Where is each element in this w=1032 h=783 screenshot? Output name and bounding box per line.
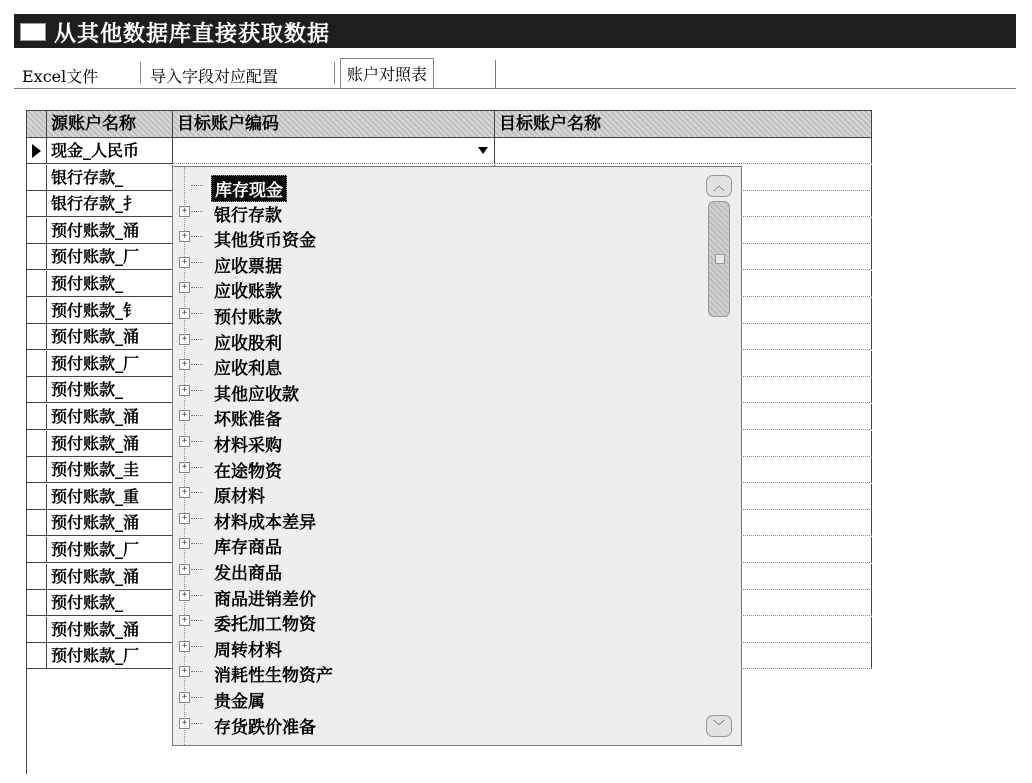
row-selector[interactable] (27, 271, 47, 297)
tree-connector (191, 185, 203, 186)
tree-item-label: 材料采购 (214, 436, 282, 456)
scroll-thumb[interactable] (708, 201, 730, 317)
row-selector[interactable] (27, 404, 47, 430)
source-account-cell[interactable]: 预付账款_厂 (47, 244, 173, 270)
tree-item-label: 应收利息 (214, 359, 282, 380)
tab-baseline (14, 88, 1016, 89)
tree-item[interactable] (173, 711, 693, 737)
tree-item[interactable] (173, 608, 693, 634)
expand-plus-icon[interactable]: + (179, 282, 190, 293)
tree-connector (191, 364, 203, 365)
tree-connector (191, 543, 203, 544)
tree-item[interactable] (173, 250, 693, 276)
tree-item[interactable] (173, 634, 693, 660)
account-code-dropdown[interactable] (172, 166, 742, 746)
tree-item-label: 银行存款 (214, 205, 282, 226)
expand-plus-icon[interactable]: + (179, 641, 190, 652)
current-row-arrow-icon (32, 144, 41, 158)
row-selector[interactable] (27, 218, 47, 244)
scroll-up-icon[interactable]: ︿ (706, 175, 732, 197)
expand-plus-icon[interactable]: + (179, 513, 190, 524)
tree-connector (191, 697, 203, 698)
row-selector[interactable] (27, 484, 47, 510)
tree-item-label: 发出商品 (214, 564, 282, 584)
row-selector[interactable] (27, 564, 47, 590)
expand-plus-icon[interactable]: + (179, 359, 190, 370)
tree-connector (191, 620, 203, 621)
source-account-cell[interactable]: 银行存款_ (47, 165, 173, 191)
expand-plus-icon[interactable]: + (179, 564, 190, 575)
tree-connector (191, 723, 203, 724)
tree-item-label: 原材料 (214, 487, 265, 508)
tree-item-label: 其他应收款 (214, 384, 299, 405)
tree-item[interactable] (173, 275, 693, 301)
tree-item[interactable] (173, 352, 693, 378)
expand-plus-icon[interactable]: + (179, 615, 190, 626)
expand-plus-icon[interactable]: + (179, 666, 190, 677)
tree-item-label: 材料成本差异 (214, 512, 316, 533)
source-account-cell[interactable]: 预付账款_涌 (47, 404, 173, 430)
source-account-cell[interactable]: 预付账款_ (47, 271, 173, 297)
dropdown-arrow-icon[interactable] (478, 147, 488, 154)
tree-item[interactable] (173, 583, 693, 609)
tree-item[interactable] (173, 301, 693, 327)
tree-item-label: 周转材料 (214, 640, 282, 661)
row-selector[interactable] (27, 510, 47, 536)
expand-plus-icon[interactable]: + (179, 334, 190, 345)
source-account-cell[interactable]: 预付账款_ (47, 377, 173, 403)
tab-separator (140, 62, 141, 84)
tree-item-label: 预付账款 (214, 308, 282, 328)
row-selector[interactable] (27, 165, 47, 191)
tab-strip (22, 60, 502, 88)
tree-item[interactable] (173, 429, 693, 455)
expand-plus-icon[interactable]: + (179, 231, 190, 242)
expand-plus-icon[interactable]: + (179, 385, 190, 396)
tab-divider (495, 60, 496, 88)
row-selector[interactable] (27, 298, 47, 324)
source-account-cell[interactable]: 预付账款_涌 (47, 564, 173, 590)
expand-plus-icon[interactable]: + (179, 692, 190, 703)
tree-item[interactable] (173, 531, 693, 557)
tree-connector (191, 236, 203, 237)
tree-item[interactable] (173, 685, 693, 711)
tab-excel-file[interactable]: Excel文件 (22, 67, 99, 86)
source-account-cell[interactable]: 现金_人民币 (47, 138, 173, 164)
tree-connector (191, 313, 203, 314)
source-account-cell[interactable]: 预付账款_涌 (47, 617, 173, 643)
tree-item-label: 应收票据 (214, 256, 282, 277)
tree-item[interactable] (173, 506, 693, 532)
tree-connector (191, 671, 203, 672)
source-account-cell[interactable]: 预付账款_重 (47, 484, 173, 510)
target-code-cell[interactable] (173, 138, 495, 164)
row-selector[interactable] (27, 244, 47, 270)
tree-connector (191, 467, 203, 468)
source-account-cell[interactable]: 预付账款_涌 (47, 510, 173, 536)
tree-item-label: 委托加工物资 (214, 615, 316, 636)
tree-item-label: 库存商品 (214, 538, 282, 559)
tree-item-label: 其他货币资金 (214, 231, 316, 252)
row-selector[interactable] (27, 351, 47, 377)
tree-connector (191, 415, 203, 416)
tree-item-label: 在途物资 (214, 461, 282, 482)
source-account-cell[interactable]: 预付账款_厂 (47, 643, 173, 669)
window-app-icon (20, 23, 46, 41)
row-selector[interactable] (27, 191, 47, 217)
tree-item[interactable] (173, 403, 693, 429)
tree-connector (191, 339, 203, 340)
window-title: 从其他数据库直接获取数据 (54, 21, 331, 47)
tree-connector (191, 492, 203, 493)
tree-item[interactable] (173, 557, 693, 583)
tab-field-mapping[interactable]: 导入字段对应配置 (150, 67, 279, 86)
tree-item[interactable] (173, 224, 693, 250)
header-target-account-name[interactable]: 目标账户名称 (495, 111, 872, 137)
scroll-down-icon[interactable]: ﹀ (706, 715, 732, 737)
row-selector[interactable] (27, 324, 47, 350)
row-selector[interactable] (27, 457, 47, 483)
source-account-cell[interactable]: 预付账款_厂 (47, 351, 173, 377)
tree-connector (191, 646, 203, 647)
row-selector[interactable] (27, 537, 47, 563)
expand-plus-icon[interactable]: + (179, 257, 190, 268)
tree-item[interactable] (173, 327, 693, 353)
tree-item[interactable] (173, 659, 693, 685)
expand-plus-icon[interactable]: + (179, 436, 190, 447)
tree-item[interactable] (173, 455, 693, 481)
row-selector[interactable] (27, 431, 47, 457)
expand-plus-icon[interactable]: + (179, 487, 190, 498)
source-account-cell[interactable]: 银行存款_扌 (47, 191, 173, 217)
grid-header (27, 111, 872, 138)
dropdown-scrollbar[interactable] (706, 175, 732, 737)
source-account-cell[interactable]: 预付账款_圭 (47, 457, 173, 483)
source-account-cell[interactable]: 预付账款_涌 (47, 431, 173, 457)
source-account-cell[interactable]: 预付账款_ (47, 590, 173, 616)
expand-plus-icon[interactable]: + (179, 538, 190, 549)
row-selector[interactable] (27, 138, 47, 164)
tree-item-label: 存货跌价准备 (214, 717, 316, 738)
tree-connector (191, 390, 203, 391)
source-account-cell[interactable]: 预付账款_厂 (47, 537, 173, 563)
tree-item-label: 商品进销差价 (214, 589, 316, 610)
tree-item[interactable] (173, 173, 693, 199)
tree-connector (191, 595, 203, 596)
tree-item[interactable] (173, 378, 693, 404)
tab-account-mapping[interactable]: 账户对照表 (340, 58, 434, 88)
tree-item[interactable] (173, 199, 693, 225)
tree-item-label: 应收股利 (214, 333, 282, 354)
tab-separator (334, 62, 335, 84)
row-selector[interactable] (27, 590, 47, 616)
expand-plus-icon[interactable]: + (179, 462, 190, 473)
tree-connector (191, 569, 203, 570)
source-account-cell[interactable]: 预付账款_涌 (47, 218, 173, 244)
header-row-indicator (27, 111, 47, 137)
tree-connector (191, 287, 203, 288)
row-selector[interactable] (27, 617, 47, 643)
tree-connector (191, 262, 203, 263)
target-name-cell[interactable] (495, 138, 872, 164)
window-title-bar (14, 14, 1016, 48)
tree-item-label: 贵金属 (214, 692, 265, 712)
header-source-account-name[interactable]: 源账户名称 (47, 111, 173, 137)
tree-connector (191, 441, 203, 442)
expand-plus-icon[interactable]: + (179, 308, 190, 319)
row-selector[interactable] (27, 643, 47, 669)
expand-plus-icon[interactable]: + (179, 590, 190, 601)
tree-item-label: 库存现金 (211, 175, 287, 202)
expand-plus-icon[interactable]: + (179, 718, 190, 729)
scroll-grip-icon (715, 254, 725, 264)
expand-plus-icon[interactable]: + (179, 206, 190, 217)
header-target-account-code[interactable]: 目标账户编码 (173, 111, 495, 137)
tree-item-label: 坏账准备 (214, 410, 282, 431)
tree-item-label: 消耗性生物资产 (214, 666, 333, 687)
tree-item-label: 应收账款 (214, 282, 282, 303)
tree-connector (191, 518, 203, 519)
expand-plus-icon[interactable]: + (179, 410, 190, 421)
source-account-cell[interactable]: 预付账款_涌 (47, 324, 173, 350)
source-account-cell[interactable]: 预付账款_钅 (47, 298, 173, 324)
tree-connector (191, 211, 203, 212)
row-selector[interactable] (27, 377, 47, 403)
table-row[interactable] (27, 138, 872, 164)
tree-item[interactable] (173, 480, 693, 506)
